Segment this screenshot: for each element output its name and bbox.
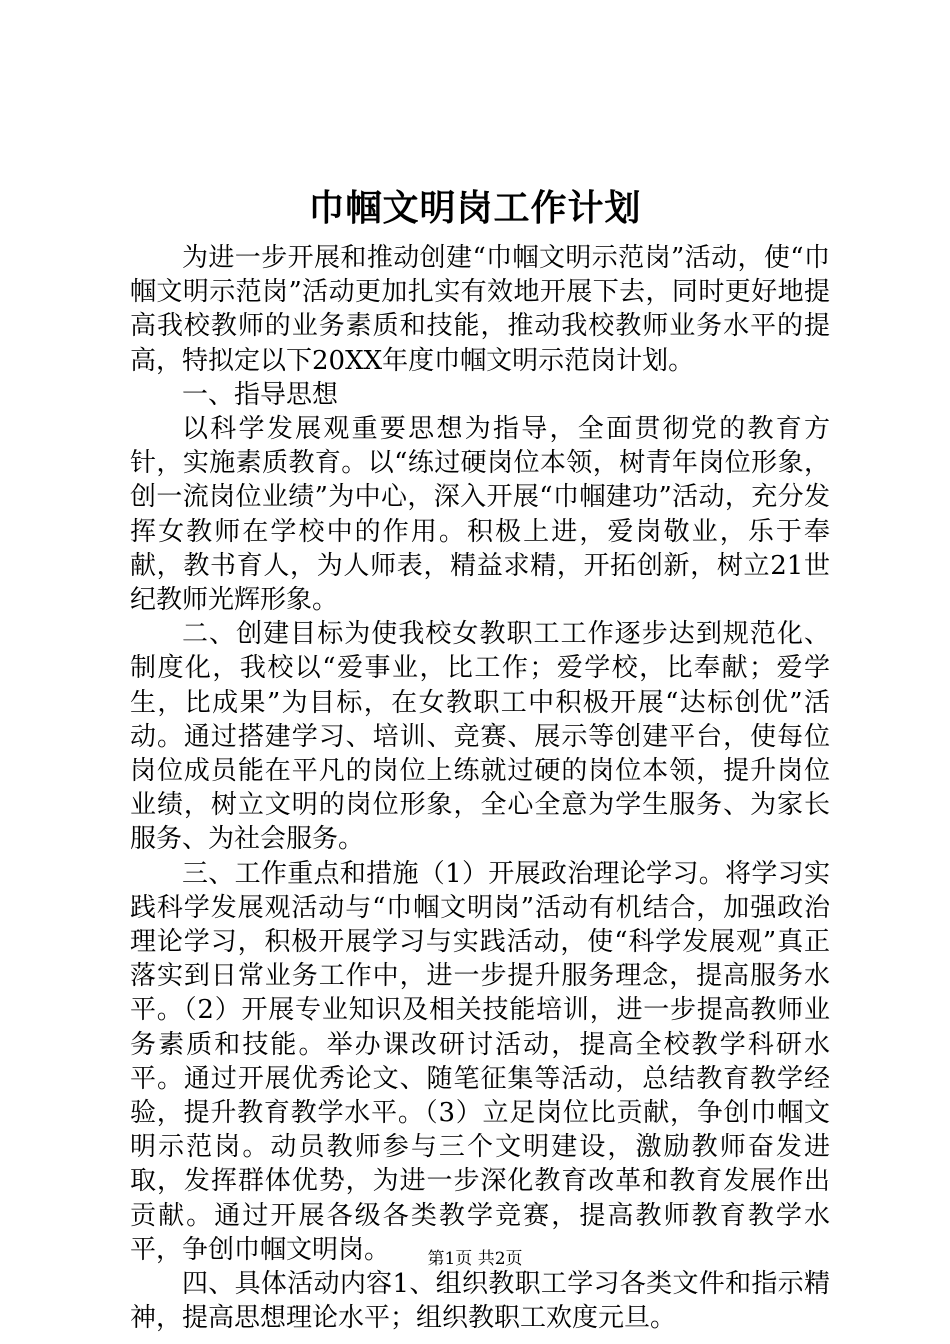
intro-paragraph: 为进一步开展和推动创建“巾帼文明示范岗”活动，使“巾帼文明示范岗”活动更加扎实有效地开展下去，同时更好地提高我校教师的业务素质和技能，推动我校教师业务水平的提高，特拟定以下20XX年度巾帼文明示范岗计划。 — [130, 243, 830, 376]
measures-paragraph: 三、工作重点和措施（1）开展政治理论学习。将学习实践科学发展观活动与“巾帼文明岗”活动有机结合，加强政治理论学习，积极开展学习与实践活动，使“科学发展观”真正落实到日常业务工作中，进一步提升服务理念，提高服务水平。（2）开展专业知识及相关技能培训，进一步提高教师业务素质和技能。举办课改研讨活动，提高全校教学科研水平。通过开展优秀论文、随笔征集等活动，总结教育教学经验，提升教育教学水平。（3）立足岗位比贡献，争创巾帼文明示范岗。动员教师参与三个文明建设，激励教师奋发进取，发挥群体优势，为进一步深化教育改革和教育发展作出贡献。通过开展各级各类教学竞赛，提高教师教育教学水平，争创巾帼文明岗。 — [130, 858, 830, 1265]
section-heading-guiding-ideology: 一、指导思想 — [182, 379, 339, 410]
page-number-footer: 第1页 共2页 — [427, 1249, 523, 1269]
goals-paragraph: 二、创建目标为使我校女教职工工作逐步达到规范化、制度化，我校以“爱事业，比工作；爱学校，比奉献；爱学生，比成果”为目标，在女教职工中积极开展“达标创优”活动。通过搭建学习、培训、竞赛、展示等创建平台，使每位岗位成员能在平凡的岗位上练就过硬的岗位本领，提升岗位业绩，树立文明的岗位形象，全心全意为学生服务、为家长服务、为社会服务。 — [130, 619, 830, 855]
activities-paragraph: 四、具体活动内容1、组织教职工学习各类文件和指示精神，提高思想理论水平；组织教职工欢度元旦。 — [130, 1269, 830, 1334]
guiding-ideology-paragraph: 以科学发展观重要思想为指导，全面贯彻党的教育方针，实施素质教育。以“练过硬岗位本领，树青年岗位形象，创一流岗位业绩”为中心，深入开展“巾帼建功”活动，充分发挥女教师在学校中的作用。积极上进，爱岗敬业，乐于奉献，教书育人，为人师表，精益求精，开拓创新，树立21世纪教师光辉形象。 — [130, 414, 830, 616]
document-title: 巾帼文明岗工作计划 — [308, 187, 642, 229]
document-body — [130, 241, 830, 1336]
